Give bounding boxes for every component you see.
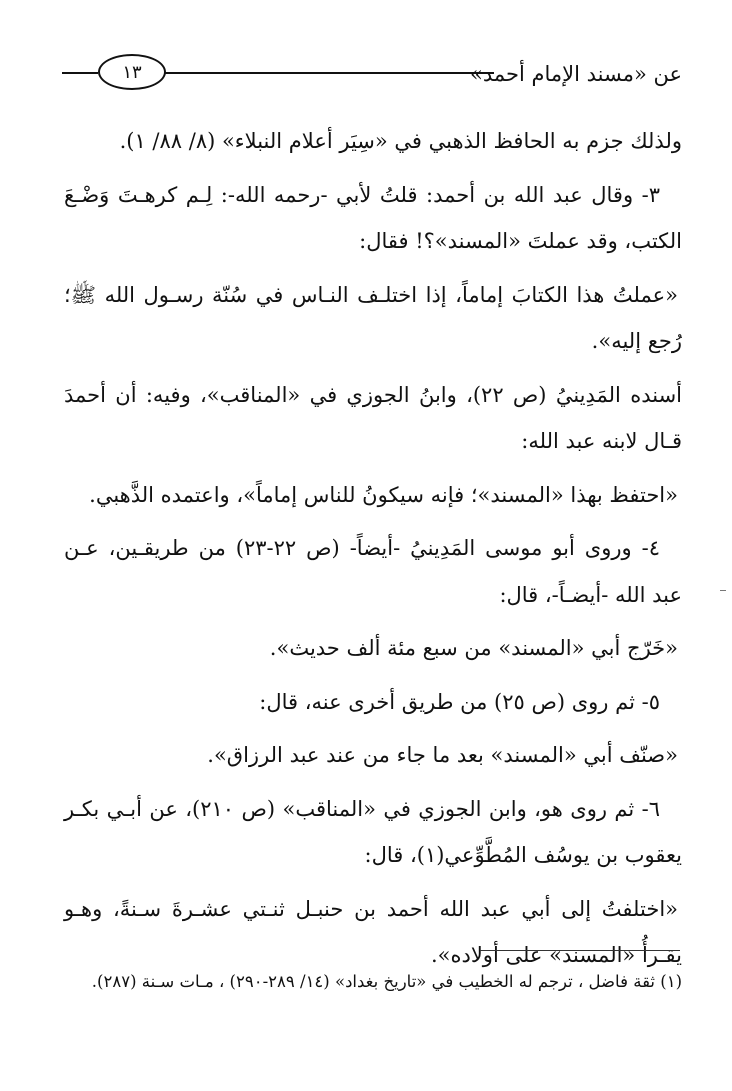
quote: «خَرّج أبي «المسند» من سبع مئة ألف حديث». bbox=[269, 636, 678, 660]
paragraph: ولذلك جزم به الحافظ الذهبي في «سِيَر أعلام النبلاء» (٨/ ٨٨/ ١). bbox=[119, 129, 682, 153]
footnote-rule bbox=[480, 950, 680, 951]
header-title: عن «مسند الإمام أحمد» bbox=[469, 62, 682, 86]
paragraph: ٥- ثم روى (ص ٢٥) من طريق أخرى عنه، قال: bbox=[259, 689, 660, 714]
quote: «صنّف أبي «المسند» بعد ما جاء من عند عبد الرزاق». bbox=[207, 743, 678, 767]
page-number: ١٣ bbox=[98, 54, 166, 90]
quote: «احتفظ بهذا «المسند»؛ فإنه سيكونُ للناس إماماً»، واعتمده الذَّهبي. bbox=[89, 482, 678, 507]
running-header bbox=[62, 52, 682, 96]
main-text bbox=[64, 118, 682, 986]
quote: «اختلفتُ إلى أبي عبد الله أحمد بن حنبـل ثنـتي عشـرةَ سـنةً، وهـو يقـرأُ «المسند» على أولاده». bbox=[64, 896, 682, 967]
quote: «عملتُ هذا الكتابَ إماماً، إذا اختلـف النـاس في سُنّة رسـول الله ﷺ؛ رُجع إليه». bbox=[64, 282, 682, 353]
paragraph: أسنده المَدِينيُ (ص ٢٢)، وابنُ الجوزي في «المناقب»، وفيه: أن أحمدَ قـال لابنه عبد الله: bbox=[64, 382, 682, 453]
header-rule bbox=[164, 72, 494, 74]
paragraph: ٣- وقال عبد الله بن أحمد: قلتُ لأبي -رحمه الله-: لِـم كرهـتَ وَضْـعَ الكتب، وقد عملتَ «المسند»؟! فقال: bbox=[64, 182, 682, 253]
margin-mark bbox=[720, 590, 726, 591]
paragraph: ٤- وروى أبو موسى المَدِينيُ -أيضاً- (ص ٢٢-٢٣) من طريقـين، عـن عبد الله -أيضـاً-، قال: bbox=[64, 536, 682, 607]
paragraph: ٦- ثم روى هو، وابن الجوزي في «المناقب» (ص ٢١٠)، عن أبـي بكـر يعقوب بن يوسُف المُطَّوِّعي(١)، قال: bbox=[64, 796, 682, 867]
footnote: (١) ثقة فاضل ، ترجم له الخطيب في «تاريخ بغداد» (١٤/ ٢٨٩-٢٩٠) ، مـات سـنة (٢٨٧). bbox=[91, 972, 682, 991]
header-rule-left bbox=[62, 72, 98, 74]
